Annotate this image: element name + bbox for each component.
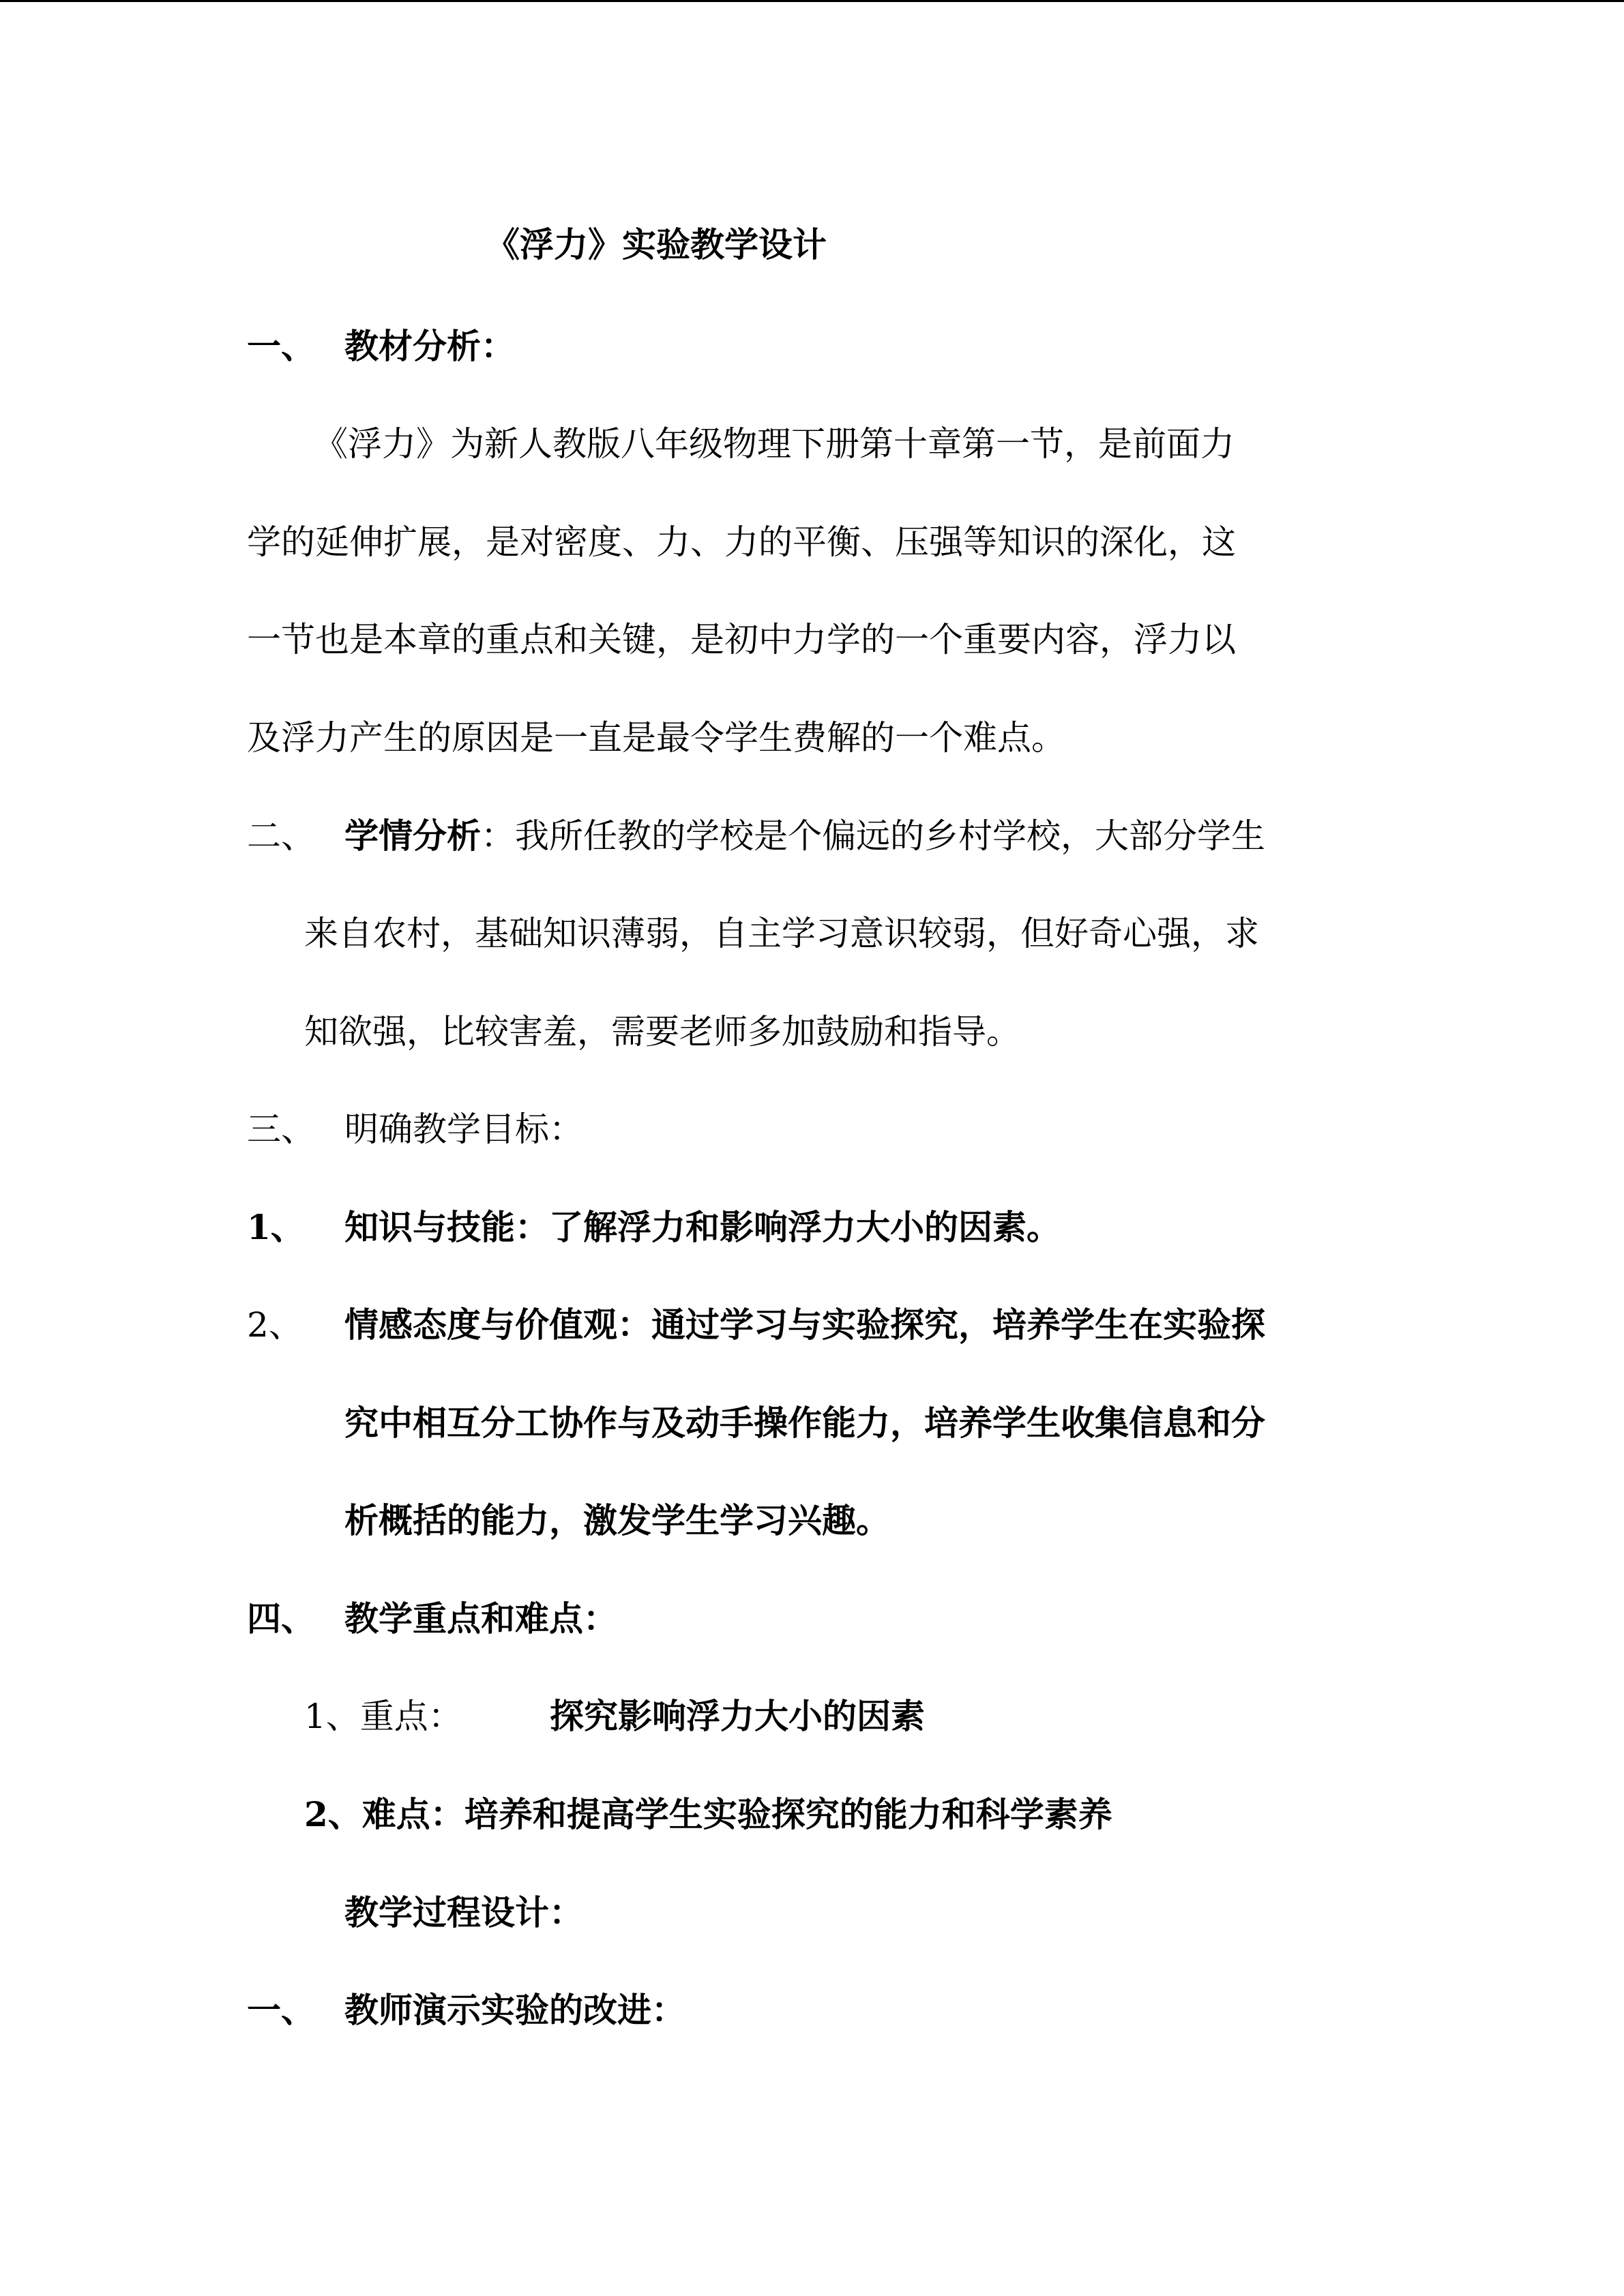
objective-1-text: 知识与技能：了解浮力和影响浮力大小的因素。: [344, 1207, 1061, 1247]
section-1-paragraph-line: 《浮力》为新人教版八年级物理下册第十章第一节，是前面力: [314, 424, 1235, 464]
section-5-marker: 一、: [247, 1990, 315, 2030]
objective-2-line: 情感态度与价值观：通过学习与实验探究，培养学生在实验探: [344, 1304, 1265, 1345]
difficulty-line: 2、难点：培养和提高学生实验探究的能力和科学素养: [304, 1794, 1112, 1834]
section-1-paragraph-line: 一节也是本章的重点和关键，是初中力学的一个重要内容，浮力以: [247, 620, 1236, 659]
section-1-marker: 一、: [247, 326, 315, 366]
section-3-marker: 三、: [247, 1109, 315, 1149]
section-1-paragraph-line: 学的延伸扩展，是对密度、力、力的平衡、压强等知识的深化，这: [247, 522, 1236, 562]
objective-2-line: 析概括的能力，激发学生学习兴趣。: [344, 1500, 890, 1540]
section-3-heading: 明确教学目标：: [344, 1109, 583, 1149]
page-top-border: [0, 0, 1624, 2]
section-2-heading: 学情分析: [344, 816, 481, 856]
section-2-paragraph-line: ：我所任教的学校是个偏远的乡村学校，大部分学生: [481, 816, 1265, 856]
section-5-heading: 教师演示实验的改进：: [344, 1990, 685, 2030]
teaching-process-heading: 教学过程设计：: [344, 1892, 583, 1933]
key-point-label: 1、重点：: [304, 1697, 462, 1736]
section-4-heading: 教学重点和难点：: [344, 1598, 617, 1639]
key-point-text: 探究影响浮力大小的因素: [550, 1696, 925, 1736]
document-title: 《浮力》实验教学设计: [486, 224, 827, 265]
section-1-heading: 教材分析：: [344, 326, 515, 366]
section-2-paragraph-line: 来自农村，基础知识薄弱，自主学习意识较弱，但好奇心强，求: [304, 914, 1259, 953]
objective-2-line: 究中相互分工协作与及动手操作能力，培养学生收集信息和分: [344, 1403, 1265, 1443]
section-4-marker: 四、: [247, 1598, 315, 1639]
section-2-paragraph-line: 知欲强，比较害羞，需要老师多加鼓励和指导。: [304, 1012, 1020, 1052]
section-2-marker: 二、: [247, 816, 315, 856]
objective-1-marker: 1、: [247, 1207, 305, 1247]
section-1-paragraph-line: 及浮力产生的原因是一直是最令学生费解的一个难点。: [247, 718, 1065, 758]
objective-2-marker: 2、: [247, 1305, 303, 1345]
section-2-line: [344, 816, 1265, 856]
